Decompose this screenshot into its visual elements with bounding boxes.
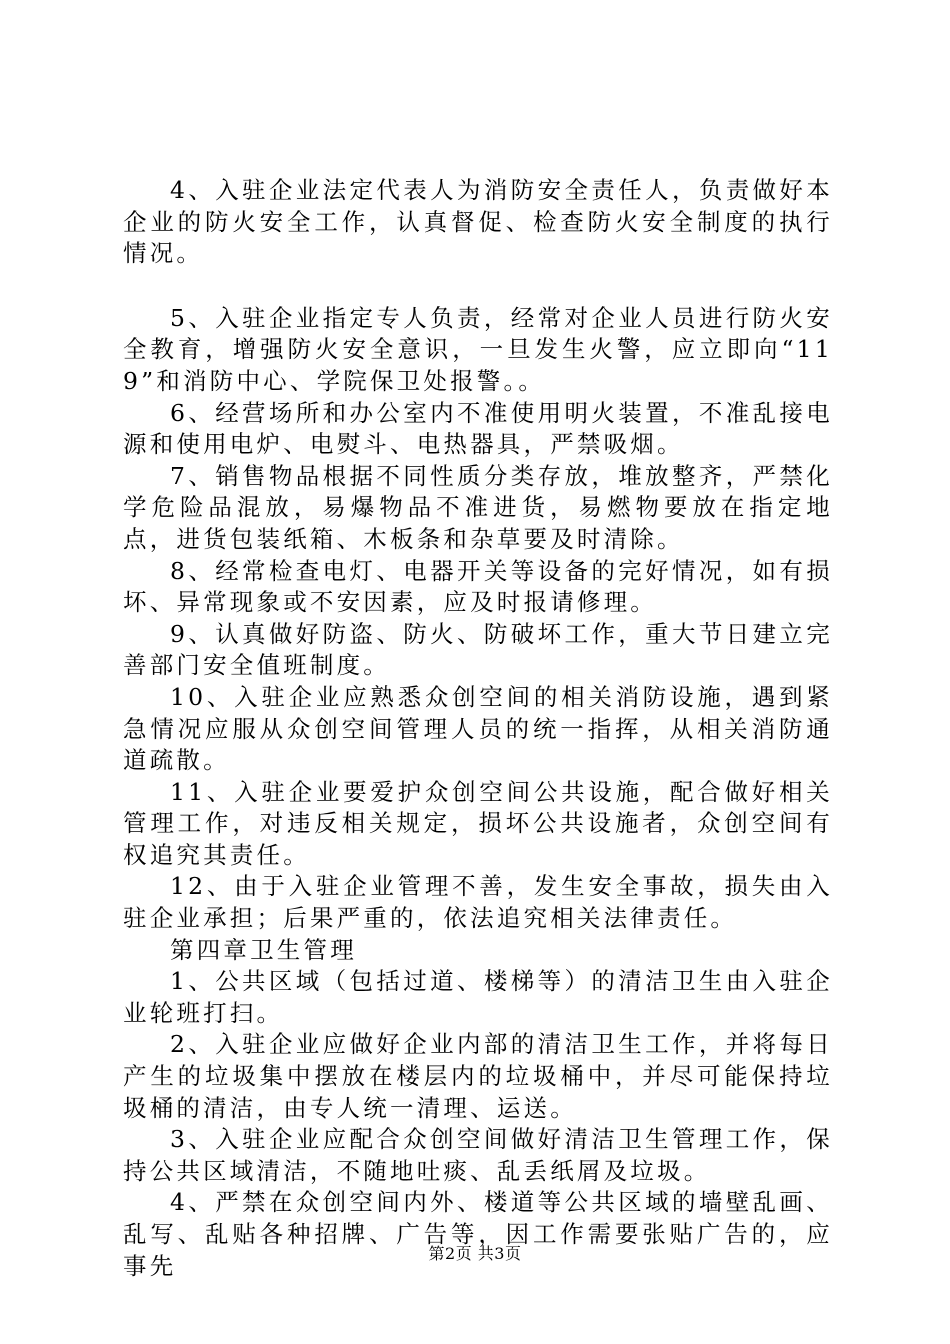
paragraph-equipment-check: 8、经常检查电灯、电器开关等设备的完好情况，如有损坏、异常现象或不安因素，应及时报请修理。 — [123, 556, 833, 617]
paragraph-accident-liability: 12、由于入驻企业管理不善，发生安全事故，损失由入驻企业承担；后果严重的，依法追究相关法律责任。 — [123, 872, 833, 933]
paragraph-public-facilities: 11、入驻企业要爱护众创空间公共设施，配合做好相关管理工作，对违反相关规定，损坏公共设施者，众创空间有权追究其责任。 — [123, 777, 833, 869]
paragraph-fire-education: 5、入驻企业指定专人负责，经常对企业人员进行防火安全教育，增强防火安全意识，一旦发生火警，应立即向“119”和消防中心、学院保卫处报警。。 — [123, 303, 833, 395]
chapter-heading-hygiene: 第四章卫生管理 — [170, 935, 357, 964]
paragraph-fire-responsibility: 4、入驻企业法定代表人为消防安全责任人，负责做好本企业的防火安全工作，认真督促、检查防火安全制度的执行情况。 — [123, 176, 833, 268]
paragraph-open-flame-ban: 6、经营场所和办公室内不准使用明火装置，不准乱接电源和使用电炉、电熨斗、电热器具，严禁吸烟。 — [123, 398, 833, 459]
paragraph-posting-ban: 4、严禁在众创空间内外、楼道等公共区域的墙壁乱画、乱写、乱贴各种招牌、广告等，因工作需要张贴广告的，应事先 — [123, 1188, 833, 1280]
paragraph-internal-cleaning: 2、入驻企业应做好企业内部的清洁卫生工作，并将每日产生的垃圾集中摆放在楼层内的垃圾桶中，并尽可能保持垃圾桶的清洁，由专人统一清理、运送。 — [123, 1030, 833, 1122]
paragraph-security-duty: 9、认真做好防盗、防火、防破坏工作，重大节日建立完善部门安全值班制度。 — [123, 619, 833, 680]
page-number-footer: 第2页 共3页 — [428, 1244, 522, 1263]
paragraph-fire-facilities: 10、入驻企业应熟悉众创空间的相关消防设施，遇到紧急情况应服从众创空间管理人员的统一指挥，从相关消防通道疏散。 — [123, 682, 833, 775]
paragraph-public-cleaning: 1、公共区域（包括过道、楼梯等）的清洁卫生由入驻企业轮班打扫。 — [123, 967, 833, 1027]
paragraph-hygiene-cooperation: 3、入驻企业应配合众创空间做好清洁卫生管理工作，保持公共区域清洁，不随地吐痰、乱丢纸屑及垃圾。 — [123, 1125, 833, 1185]
paragraph-goods-storage: 7、销售物品根据不同性质分类存放，堆放整齐，严禁化学危险品混放，易爆物品不准进货，易燃物要放在指定地点，进货包装纸箱、木板条和杂草要及时清除。 — [123, 461, 833, 553]
document-body — [123, 175, 833, 1282]
